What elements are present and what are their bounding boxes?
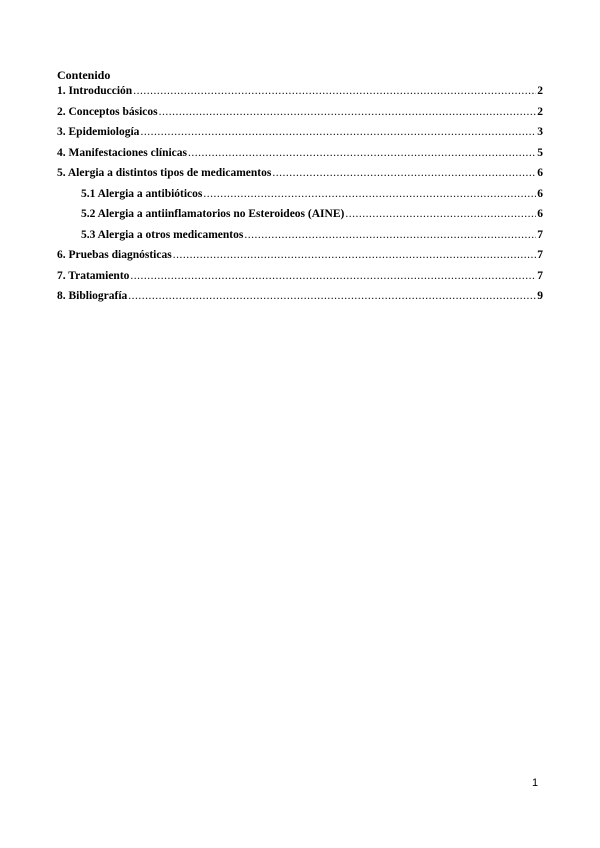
toc-entry-page: 2 xyxy=(537,85,543,97)
toc-entry-alergia-otros-medicamentos[interactable] xyxy=(57,228,543,249)
toc-entry-page: 9 xyxy=(537,290,543,302)
toc-entry-introduccion[interactable] xyxy=(57,84,543,105)
toc-dot-leader xyxy=(159,105,537,119)
toc-entry-page: 6 xyxy=(537,208,543,220)
toc-dot-leader xyxy=(140,125,536,139)
toc-entry-label: 8. Bibliografía xyxy=(57,290,128,302)
toc-entry-alergia-antibioticos[interactable] xyxy=(57,187,543,208)
toc-dot-leader xyxy=(173,248,537,262)
toc-entry-page: 6 xyxy=(537,187,543,200)
toc-entry-manifestaciones-clinicas[interactable] xyxy=(57,146,543,167)
toc-entry-page: 3 xyxy=(537,126,543,138)
toc-dot-leader xyxy=(128,289,536,303)
toc-entry-alergia-medicamentos[interactable] xyxy=(57,166,543,187)
table-of-contents xyxy=(57,84,543,310)
toc-entry-pruebas-diagnosticas[interactable] xyxy=(57,248,543,269)
toc-dot-leader xyxy=(133,84,536,98)
toc-heading: Contenido xyxy=(57,68,111,82)
toc-entry-conceptos-basicos[interactable] xyxy=(57,105,543,126)
toc-entry-label: 2. Conceptos básicos xyxy=(57,105,158,118)
toc-entry-label: 3. Epidemiología xyxy=(57,126,140,138)
toc-entry-epidemiologia[interactable] xyxy=(57,125,543,146)
toc-entry-tratamiento[interactable] xyxy=(57,269,543,290)
toc-entry-page: 5 xyxy=(537,146,543,159)
toc-entry-label: 4. Manifestaciones clínicas xyxy=(57,146,187,159)
toc-entry-bibliografia[interactable] xyxy=(57,289,543,310)
toc-entry-label: 5. Alergia a distintos tipos de medicamentos xyxy=(57,167,272,179)
toc-entry-page: 6 xyxy=(537,167,543,179)
toc-entry-label: 5.1 Alergia a antibióticos xyxy=(81,187,203,200)
page-number: 1 xyxy=(532,777,539,789)
toc-entry-label: 5.2 Alergia a antiinflamatorios no Esteroideos (AINE) xyxy=(81,208,345,220)
toc-entry-label: 7. Tratamiento xyxy=(57,269,130,282)
toc-entry-page: 7 xyxy=(537,249,543,261)
toc-entry-label: 1. Introducción xyxy=(57,85,133,97)
toc-entry-alergia-aine[interactable] xyxy=(57,207,543,228)
toc-dot-leader xyxy=(272,166,536,180)
toc-entry-label: 5.3 Alergia a otros medicamentos xyxy=(81,228,244,241)
toc-dot-leader xyxy=(203,187,536,201)
toc-entry-page: 2 xyxy=(537,105,543,118)
toc-dot-leader xyxy=(345,207,536,221)
toc-dot-leader xyxy=(130,269,536,283)
toc-dot-leader xyxy=(244,228,536,242)
toc-dot-leader xyxy=(188,146,536,160)
toc-entry-label: 6. Pruebas diagnósticas xyxy=(57,249,172,261)
toc-entry-page: 7 xyxy=(537,228,543,241)
toc-entry-page: 7 xyxy=(537,269,543,282)
